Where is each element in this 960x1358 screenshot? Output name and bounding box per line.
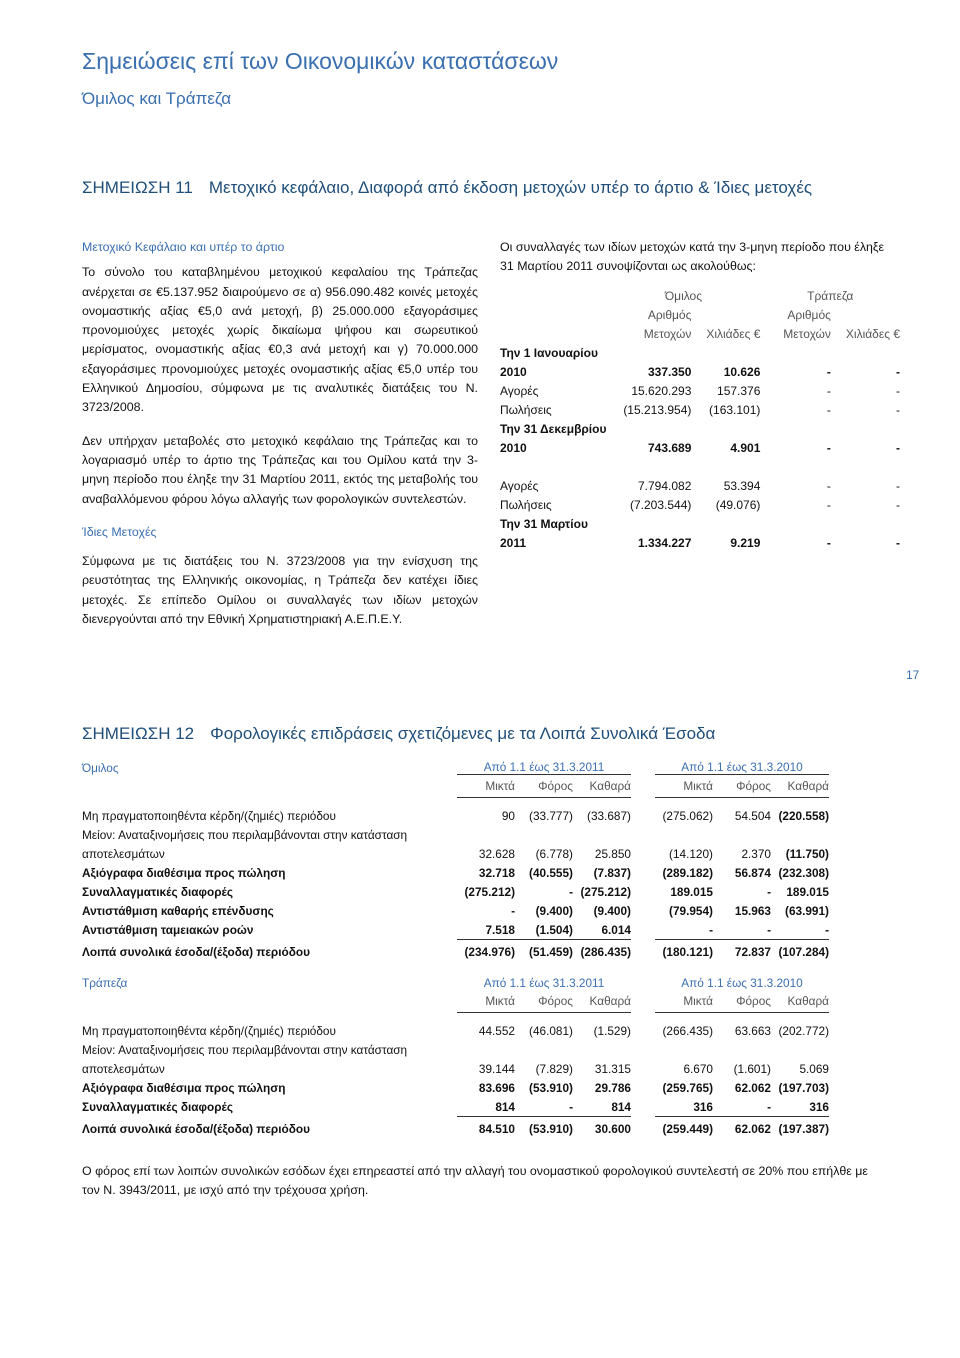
treasury-cell-b2: - <box>896 536 900 551</box>
bank-col-tax-2010: Φόρος <box>713 990 771 1013</box>
treasury-cell-b1: - <box>826 403 831 418</box>
col-gross-2010: Μικτά <box>655 775 713 798</box>
tax-row-label: Μη πραγματοποιηθέντα κέρδη/(ζημιές) περιόδου <box>82 808 336 823</box>
treasury-cell-g1: 15.620.293 <box>631 384 692 399</box>
tax-row <box>82 899 829 918</box>
col-gross: Μικτά <box>457 775 515 798</box>
tax-value: 189.015 <box>786 884 829 899</box>
tax-value: (7.837) <box>593 865 631 880</box>
treasury-cell-label: Αγορές <box>500 384 539 399</box>
treasury-cell-g1: 337.350 <box>647 365 692 380</box>
page-title: Σημειώσεις επί των Οικονομικών καταστάσεων <box>82 48 559 74</box>
treasury-cell-g1 <box>606 458 691 477</box>
bank-tax-section <box>82 970 829 1136</box>
treasury-cell-g2 <box>691 344 760 363</box>
treasury-cell-g2: 10.626 <box>723 365 761 380</box>
treasury-cell-label: Την 31 Μαρτίου <box>500 517 588 532</box>
treasury-cell-g1: 7.794.082 <box>637 479 692 494</box>
tax-value: (40.555) <box>529 865 573 880</box>
treasury-cell-label: Την 31 Δεκεμβρίου <box>500 422 607 437</box>
treasury-intro: Οι συναλλαγές των ιδίων μετοχών κατά την 3-μηνη περίοδο που έληξε 31 Μαρτίου 2011 συνοψίζονται ως ακολούθως: <box>500 240 884 274</box>
treasury-cell-g1 <box>606 420 691 439</box>
treasury-cell-g2 <box>691 420 760 439</box>
tax-row-label-line <box>82 1038 829 1057</box>
col-tax: Φόρος <box>515 775 573 798</box>
treasury-cell-label: Την 1 Ιανουαρίου <box>500 346 598 361</box>
tax-value: (234.976) <box>464 944 515 959</box>
tax-value: (11.750) <box>785 846 829 861</box>
tax-value: - <box>569 1099 573 1114</box>
tax-value: (197.387) <box>778 1121 829 1136</box>
tax-value: 316 <box>809 1099 829 1114</box>
treasury-row <box>500 515 900 534</box>
col-number-1-bank: Αριθμός <box>787 308 831 323</box>
treasury-cell-b2: - <box>896 498 900 513</box>
tax-value: (275.212) <box>580 884 631 899</box>
col-thousands: Χιλιάδες € <box>706 327 761 342</box>
tax-value: 39.144 <box>478 1061 515 1076</box>
treasury-shares-paragraph: Σύμφωνα με τις διατάξεις του Ν. 3723/2008 για την ενίσχυση της ρευστότητας της Ελληνικής οικονομίας, η Τράπεζα δεν κατέχει ίδιες μετοχές. Σε επίπεδο Ομίλου οι συναλλαγές των ιδίων μετοχών διενεργούνται από την Εθνική Χρηματιστηριακή Α.Ε.Π.Ε.Υ. <box>82 554 478 627</box>
treasury-row <box>500 477 900 496</box>
treasury-cell-b1 <box>760 458 831 477</box>
tax-value: (275.212) <box>464 884 515 899</box>
tax-value: 15.963 <box>734 903 771 918</box>
note-11-right-column <box>500 238 900 553</box>
treasury-cell-g2: 157.376 <box>717 384 761 399</box>
tax-value: - <box>709 922 713 937</box>
tax-value: 31.315 <box>594 1061 631 1076</box>
treasury-cell-b1: - <box>826 479 831 494</box>
note-11-number: ΣΗΜΕΙΩΣΗ 11 <box>82 178 193 197</box>
tax-row-label: αποτελεσμάτων <box>82 1061 165 1076</box>
treasury-cell-g2 <box>691 515 760 534</box>
tax-row-label: Μείον: Αναταξινομήσεις που περιλαμβάνονται στην κατάσταση <box>82 1042 408 1057</box>
treasury-cell-b2: - <box>896 479 900 494</box>
tax-row-label: Συναλλαγματικές διαφορές <box>82 884 233 899</box>
tax-value: (286.435) <box>580 944 631 959</box>
treasury-row <box>500 534 900 553</box>
treasury-cell-label: 2010 <box>500 441 527 456</box>
tax-row-label: Λοιπά συνολικά έσοδα/(έξοδα) περιόδου <box>82 944 310 959</box>
tax-row <box>82 842 829 861</box>
tax-value: (1.504) <box>535 922 573 937</box>
treasury-cell-b1 <box>760 420 831 439</box>
tax-value: (1.529) <box>593 1023 631 1038</box>
bank-col-gross-2010: Μικτά <box>655 990 713 1013</box>
tax-value: (202.772) <box>778 1023 829 1038</box>
tax-value: 62.062 <box>734 1080 771 1095</box>
tax-value: - <box>825 922 829 937</box>
tax-value: (33.687) <box>587 808 631 823</box>
treasury-cell-g1: (7.203.544) <box>629 498 692 513</box>
bank-label: Τράπεζα <box>807 289 854 304</box>
treasury-cell-b1: - <box>826 536 831 551</box>
treasury-cell-g1: 1.334.227 <box>637 536 692 551</box>
treasury-cell-b2 <box>831 515 900 534</box>
treasury-cell-g2: 53.394 <box>723 479 761 494</box>
treasury-cell-b1: - <box>826 365 831 380</box>
treasury-cell-label: 2010 <box>500 365 527 380</box>
tax-value: (63.991) <box>785 903 829 918</box>
tax-value: - <box>767 884 771 899</box>
treasury-cell-b1: - <box>826 441 831 456</box>
note-11-left-column <box>82 238 478 643</box>
treasury-cell-g2: (49.076) <box>715 498 761 513</box>
tax-value: 316 <box>693 1099 713 1114</box>
tax-value: 62.062 <box>734 1121 771 1136</box>
page-number: 17 <box>906 668 920 682</box>
treasury-row <box>500 458 900 477</box>
tax-value: 189.015 <box>670 884 713 899</box>
treasury-cell-label <box>500 458 606 477</box>
tax-value: 30.600 <box>594 1121 631 1136</box>
page-subtitle: Όμιλος και Τράπεζα <box>82 89 232 108</box>
tax-value: 25.850 <box>594 846 631 861</box>
tax-value: 44.552 <box>478 1023 515 1038</box>
tax-value: 90 <box>501 808 515 823</box>
tax-value: (51.459) <box>529 944 573 959</box>
tax-value: (259.765) <box>662 1080 713 1095</box>
treasury-cell-g1: (15.213.954) <box>623 403 692 418</box>
treasury-row <box>500 439 900 458</box>
tax-value: (289.182) <box>662 865 713 880</box>
tax-value: 5.069 <box>799 1061 829 1076</box>
treasury-row <box>500 420 900 439</box>
tax-row-label: Μείον: Αναταξινομήσεις που περιλαμβάνονται στην κατάσταση <box>82 827 408 842</box>
tax-value: 6.670 <box>683 1061 713 1076</box>
tax-value: 56.874 <box>734 865 771 880</box>
note-11-heading <box>82 178 812 198</box>
tax-value: (9.400) <box>593 903 631 918</box>
tax-row-label: αποτελεσμάτων <box>82 846 165 861</box>
treasury-row <box>500 363 900 382</box>
treasury-cell-label: Αγορές <box>500 479 539 494</box>
group-label: Όμιλος <box>664 289 703 304</box>
group-section-label: Όμιλος <box>82 760 119 775</box>
treasury-cell-b1 <box>760 515 831 534</box>
period-2011: Από 1.1 έως 31.3.2011 <box>457 754 631 775</box>
treasury-cell-b1: - <box>826 384 831 399</box>
tax-value: 6.014 <box>601 922 631 937</box>
tax-value: - <box>767 1099 771 1114</box>
treasury-cell-g1 <box>606 344 691 363</box>
bank-col-net: Καθαρά <box>573 990 631 1013</box>
bank-section-label: Τράπεζα <box>82 976 128 990</box>
bank-col-tax: Φόρος <box>515 990 573 1013</box>
treasury-cell-g1 <box>606 515 691 534</box>
footer-note: Ο φόρος επί των λοιπών συνολικών εσόδων έχει επηρεαστεί από την αλλαγή του ονομαστικού φορολογικού συντελεστή σε 20% που επήλθε με τον Ν. 3943/2011, με ισχύ από την τρέχουσα χρήση. <box>82 1164 868 1197</box>
tax-value: (232.308) <box>778 865 829 880</box>
tax-value: 2.370 <box>741 846 771 861</box>
tax-value: (107.284) <box>778 944 829 959</box>
tax-value: (180.121) <box>662 944 713 959</box>
treasury-cell-b2 <box>831 458 900 477</box>
treasury-cell-g2: 9.219 <box>730 536 761 551</box>
tax-value: (266.435) <box>662 1023 713 1038</box>
col-net: Καθαρά <box>573 775 631 798</box>
note-12-title: Φορολογικές επιδράσεις σχετιζόμενες με τα Λοιπά Συνολικά Έσοδα <box>210 724 716 743</box>
tax-row <box>82 1057 829 1076</box>
treasury-cell-g2: (163.101) <box>709 403 761 418</box>
tax-value: 814 <box>495 1099 515 1114</box>
tax-value: (1.601) <box>733 1061 771 1076</box>
tax-value: (14.120) <box>669 846 713 861</box>
bank-tax-table <box>82 970 829 1136</box>
tax-row <box>82 1019 829 1038</box>
share-capital-paragraph: Το σύνολο του καταβλημένου μετοχικού κεφαλαίου της Τράπεζας ανέρχεται σε €5.137.952 διαιρούμενο σε α) 956.090.482 κοινές μετοχές ονομαστικής αξίας €5,0 ανά μετοχή, β) 25.000.000 εξαγοράσιμες προνομιούχες μετοχές χωρίς δικαίωμα ψήφου και σωρευτικού μερίσματος, ονομαστικής αξίας €0,3 ανά μετοχή και γ) 70.000.000 εξαγοράσιμες προνομιούχες μετοχές ονομαστικής αξίας €5,0 υπέρ του Ελληνικού Δημοσίου, σύμφωνα με τις αναλυτικές διατάξεις του Ν. 3723/2008. <box>82 265 478 415</box>
tax-row-label-line <box>82 823 829 842</box>
treasury-cell-b2 <box>831 420 900 439</box>
tax-row <box>82 1076 829 1095</box>
tax-value: - <box>569 884 573 899</box>
tax-row-label: Αξιόγραφα διαθέσιμα προς πώληση <box>82 865 286 880</box>
tax-value: 63.663 <box>734 1023 771 1038</box>
tax-value: (79.954) <box>669 903 713 918</box>
tax-row-label: Αξιόγραφα διαθέσιμα προς πώληση <box>82 1080 286 1095</box>
treasury-row <box>500 496 900 515</box>
treasury-cell-b1 <box>760 344 831 363</box>
note-12-heading <box>82 724 715 744</box>
tax-value: - <box>511 903 515 918</box>
note-11-title: Μετοχικό κεφάλαιο, Διαφορά από έκδοση μετοχών υπέρ το άρτιο & Ίδιες μετοχές <box>208 178 813 197</box>
tax-value: (7.829) <box>535 1061 573 1076</box>
tax-row <box>82 918 829 937</box>
tax-value: 814 <box>611 1099 631 1114</box>
tax-row-label: Συναλλαγματικές διαφορές <box>82 1099 233 1114</box>
treasury-shares-table <box>500 287 900 553</box>
tax-row-label: Αντιστάθμιση ταμειακών ροών <box>82 922 254 937</box>
col-number-1: Αριθμός <box>647 308 692 323</box>
col-tax-2010: Φόρος <box>713 775 771 798</box>
bank-col-gross: Μικτά <box>457 990 515 1013</box>
tax-value: (197.703) <box>778 1080 829 1095</box>
tax-row-label: Λοιπά συνολικά έσοδα/(έξοδα) περιόδου <box>82 1121 310 1136</box>
col-number-2-bank: Μετοχών <box>783 327 831 342</box>
tax-value: - <box>767 922 771 937</box>
treasury-row <box>500 401 900 420</box>
period-2010: Από 1.1 έως 31.3.2010 <box>655 754 829 775</box>
tax-value: (220.558) <box>778 808 829 823</box>
tax-value: 72.837 <box>734 944 771 959</box>
col-number-2: Μετοχών <box>643 327 692 342</box>
tax-value: 32.718 <box>478 865 515 880</box>
treasury-cell-g1: 743.689 <box>647 441 692 456</box>
tax-row-label: Μη πραγματοποιηθέντα κέρδη/(ζημιές) περιόδου <box>82 1023 336 1038</box>
group-tax-section <box>82 754 829 959</box>
tax-value: (53.910) <box>529 1080 573 1095</box>
share-capital-heading: Μετοχικό Κεφάλαιο και υπέρ το άρτιο <box>82 240 285 254</box>
tax-value: (9.400) <box>535 903 573 918</box>
tax-value: 54.504 <box>734 808 771 823</box>
tax-value: 83.696 <box>478 1080 515 1095</box>
tax-value: 84.510 <box>478 1121 515 1136</box>
treasury-cell-label: Πωλήσεις <box>500 403 552 418</box>
treasury-shares-heading: Ίδιες Μετοχές <box>82 524 157 539</box>
tax-value: (275.062) <box>662 808 713 823</box>
no-changes-paragraph: Δεν υπήρχαν μεταβολές στο μετοχικό κεφάλαιο της Τράπεζας και το λογαριασμό υπέρ το άρτιο της Τράπεζας και του Ομίλου κατά την 3-μηνη περίοδο που έληξε την 31 Μαρτίου 2011, εκτός της μεταβολής του αναβαλλόμενου φόρου λόγω αλλαγής των φορολογικών συντελεστών. <box>82 433 478 506</box>
treasury-row <box>500 382 900 401</box>
treasury-cell-b2: - <box>896 403 900 418</box>
tax-value: 29.786 <box>594 1080 631 1095</box>
bank-period-2011: Από 1.1 έως 31.3.2011 <box>483 976 605 990</box>
tax-row <box>82 880 829 899</box>
bank-col-net-2010: Καθαρά <box>771 990 829 1013</box>
tax-row <box>82 939 829 959</box>
col-net-2010: Καθαρά <box>771 775 829 798</box>
tax-row <box>82 861 829 880</box>
treasury-cell-g2: 4.901 <box>730 441 761 456</box>
tax-value: (53.910) <box>529 1121 573 1136</box>
tax-value: (46.081) <box>529 1023 573 1038</box>
treasury-row <box>500 344 900 363</box>
tax-value: 32.628 <box>478 846 515 861</box>
treasury-cell-b2: - <box>896 384 900 399</box>
treasury-cell-b2: - <box>896 441 900 456</box>
tax-row <box>82 804 829 823</box>
tax-row <box>82 1116 829 1136</box>
tax-row <box>82 1095 829 1114</box>
treasury-cell-g2 <box>691 458 760 477</box>
tax-value: (33.777) <box>529 808 573 823</box>
treasury-cell-b2: - <box>896 365 900 380</box>
treasury-cell-label: Πωλήσεις <box>500 498 552 513</box>
treasury-cell-b2 <box>831 344 900 363</box>
col-thousands-bank: Χιλιάδες € <box>845 327 900 342</box>
tax-row-label: Αντιστάθμιση καθαρής επένδυσης <box>82 903 274 918</box>
tax-value: (259.449) <box>662 1121 713 1136</box>
treasury-cell-b1: - <box>826 498 831 513</box>
bank-period-2010: Από 1.1 έως 31.3.2010 <box>681 976 803 990</box>
tax-value: (6.778) <box>535 846 573 861</box>
group-tax-table <box>82 754 829 959</box>
note-12-number: ΣΗΜΕΙΩΣΗ 12 <box>82 724 195 743</box>
treasury-cell-label: 2011 <box>500 536 527 551</box>
tax-value: 7.518 <box>485 922 515 937</box>
